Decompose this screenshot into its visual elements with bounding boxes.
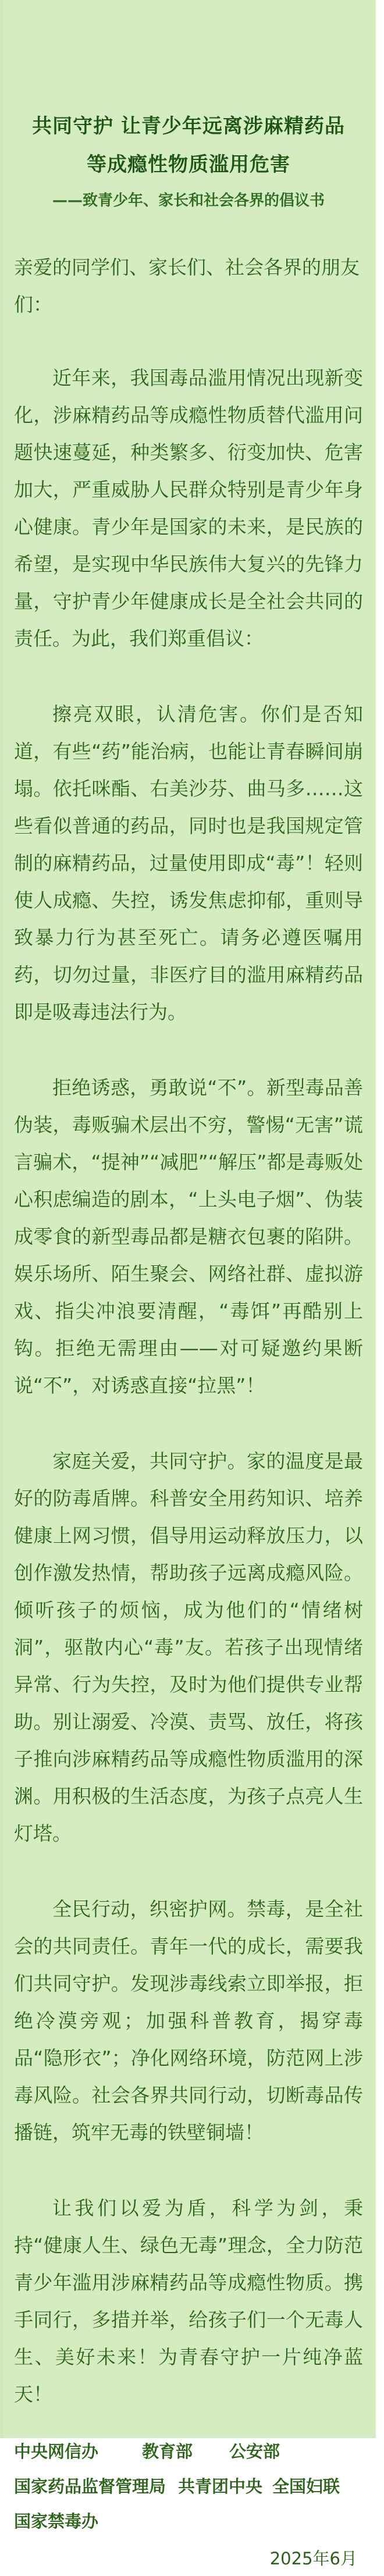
signatory: 国家禁毒办 — [14, 2511, 99, 2531]
signatory: 教育部 — [142, 2442, 193, 2461]
signatories — [14, 2434, 363, 2539]
greeting: 亲爱的同学们、家长们、社会各界的朋友们： — [14, 256, 360, 316]
letter-title — [14, 107, 363, 184]
title-line-1: 共同守护 让青少年远离涉麻精药品 — [32, 115, 345, 138]
paragraph-whole-society: 全民行动，织密护网。禁毒，是全社会的共同责任。青年一代的成长，需要我们共同守护。发现涉毒线索立即举报，拒绝冷漠旁观；加强科普教育，揭穿毒品“隐形衣”；净化网络环境，防范网上涉毒风险。社会各界共同行动，切断毒品传播链，筑牢无毒的铁壁铜墙！ — [14, 1898, 363, 2144]
letter-content — [14, 0, 363, 2576]
signatories-row-2 — [14, 2469, 363, 2504]
signatory: 中央网信办 — [14, 2442, 99, 2461]
paragraph-say-no: 拒绝诱惑，勇敢说“不”。新型毒品善伪装，毒贩骗术层出不穷，警惕“无害”谎言骗术，“提神”“减肥”“解压”都是毒贩处心积虑编造的剧本，“上头电子烟”、伪装成零食的新型毒品都是糖衣包裹的陷阱。娱乐场所、陌生聚会、网络社群、虚拟游戏、指尖冲浪要清醒，“毒饵”再酷别上钩。拒绝无需理由——对可疑邀约果断说“不”，对诱惑直接“拉黑”！ — [14, 1076, 363, 1397]
right-border — [376, 0, 384, 2438]
letter-date: 2025年6月 — [269, 2549, 357, 2568]
signatory: 公安部 — [229, 2442, 280, 2461]
signatory: 国家药品监督管理局 — [14, 2477, 166, 2496]
letter-subtitle: ——致青少年、家长和社会各界的倡议书 — [52, 192, 325, 209]
left-border — [0, 0, 3, 2438]
signatories-row-3 — [14, 2504, 363, 2539]
paragraph-recognize-harm: 擦亮双眼，认清危害。你们是否知道，有些“药”能治病，也能让青春瞬间崩塌。依托咪酯、右美沙芬、曲马多……这些看似普通的药品，同时也是我国规定管制的麻精药品，过量使用即成“毒”！轻则使人成瘾、失控，诱发焦虑抑郁，重则导致暴力行为甚至死亡。请务必遵医嘱用药，切勿过量，非医疗目的滥用麻精药品即是吸毒违法行为。 — [14, 703, 363, 1023]
paragraph-closing: 让我们以爱为盾，科学为剑，秉持“健康人生、绿色无毒”理念，全力防范青少年滥用涉麻精药品等成瘾性物质。携手同行，多措并举，给孩子们一个无毒人生、美好未来！为青春守护一片纯净蓝天！ — [14, 2197, 363, 2406]
signatories-row-1 — [14, 2434, 363, 2469]
paragraph-intro: 近年来，我国毒品滥用情况出现新变化，涉麻精药品等成瘾性物质替代滥用问题快速蔓延，种类繁多、衍变加快、危害加大，严重威胁人民群众特别是青少年身心健康。青少年是国家的未来，是民族的希望，是实现中华民族伟大复兴的先锋力量，守护青少年健康成长是全社会共同的责任。为此，我们郑重倡议： — [14, 367, 363, 650]
signatory: 共青团中央 — [178, 2477, 263, 2496]
title-line-2: 等成瘾性物质滥用危害 — [87, 153, 290, 176]
signatory: 全国妇联 — [272, 2477, 340, 2496]
paragraph-family-care: 家庭关爱，共同守护。家的温度是最好的防毒盾牌。科普安全用药知识、培养健康上网习惯，倡导用运动释放压力，以创作激发热情，帮助孩子远离成瘾风险。倾听孩子的烦恼，成为他们的“情绪树洞”，驱散内心“毒”友。若孩子出现情绪异常、行为失控，及时为他们提供专业帮助。别让溺爱、冷漠、责骂、放任，将孩子推向涉麻精药品等成瘾性物质滥用的深渊。用积极的生活态度，为孩子点亮人生灯塔。 — [14, 1450, 363, 1845]
